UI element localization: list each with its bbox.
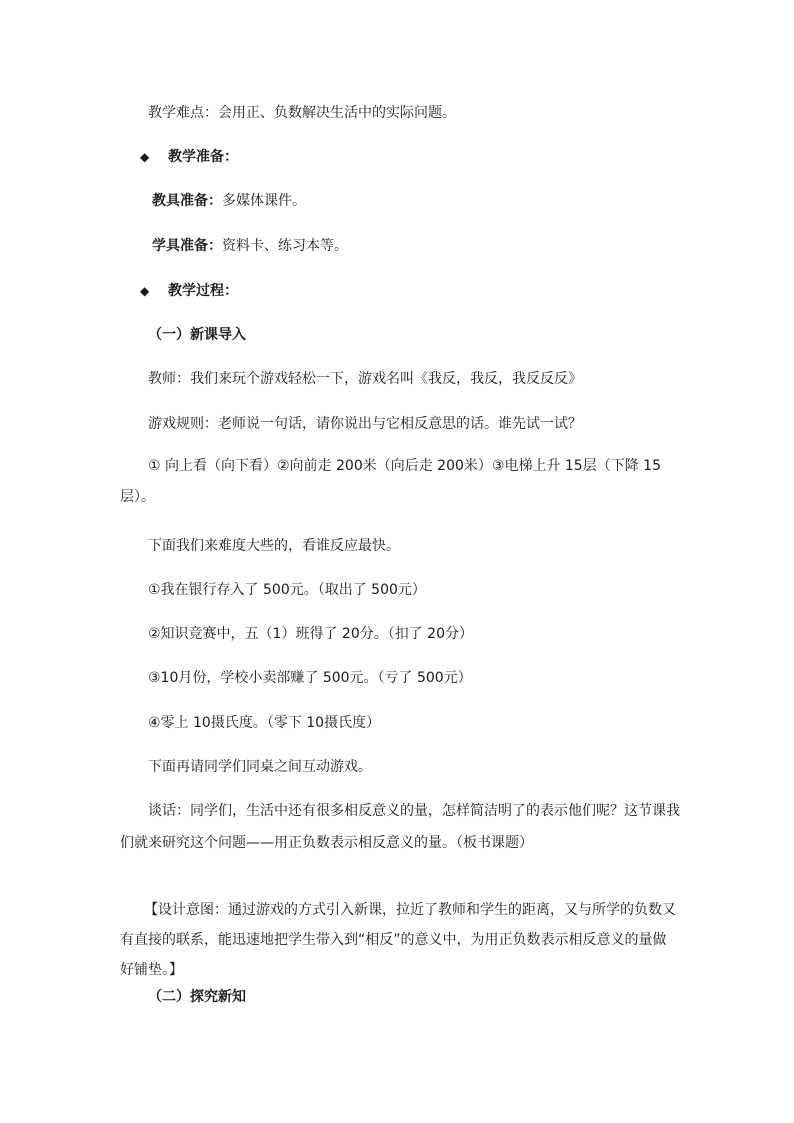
teacher-tools-text: 多媒体课件。: [222, 193, 306, 209]
list-item: ①我在银行存入了 500元。（取出了 500元）: [148, 582, 426, 598]
design-intent: 【设计意图：通过游戏的方式引入新课，拉近了教师和学生的距离，又与所学的负数又有直接的联系，能迅速地把学生带入到“相反”的意义中，为用正负数表示相反意义的量做好铺垫。】: [120, 902, 676, 978]
prep-heading-text: 教学准备：: [168, 149, 238, 165]
teacher-tools-label: 教具准备：: [152, 193, 222, 209]
pair-game: 下面再请同学们同桌之间互动游戏。: [148, 759, 372, 775]
teacher-line: 教师：我们来玩个游戏轻松一下，游戏名叫《我反，我反，我反反反》: [148, 371, 582, 387]
student-tools-text: 资料卡、练习本等。: [222, 238, 348, 254]
prep-heading: [140, 147, 238, 167]
process-heading: [140, 281, 238, 301]
teacher-tools: [152, 191, 306, 211]
diamond-bullet-icon: ◆: [140, 150, 150, 164]
list-item: ④零上 10摄氏度。（零下 10摄氏度）: [148, 715, 381, 731]
game-examples: ① 向上看（向下看）②向前走 200米（向后走 200米）③电梯上升 15层（下降 15层）。: [120, 458, 661, 505]
student-tools-label: 学具准备：: [152, 238, 222, 254]
student-tools: [152, 236, 348, 256]
diamond-bullet-icon: ◆: [140, 284, 150, 298]
game-rule: 游戏规则：老师说一句话，请你说出与它相反意思的话。谁先试一试？: [148, 416, 582, 432]
harder-intro: 下面我们来难度大些的，看谁反应最快。: [148, 538, 400, 554]
process-heading-text: 教学过程：: [168, 283, 238, 299]
teaching-difficulty: 教学难点：会用正、负数解决生活中的实际问题。: [148, 105, 456, 121]
list-item: ③10月份，学校小卖部赚了 500元。（亏了 500元）: [148, 670, 472, 686]
list-item: ②知识竞赛中，五（1）班得了 20分。（扣了 20分）: [148, 626, 473, 642]
section2-heading: （二）探究新知: [148, 989, 246, 1005]
talk-paragraph: 谈话：同学们，生活中还有很多相反意义的量，怎样简洁明了的表示他们呢？这节课我们就来研究这个问题——用正负数表示相反意义的量。（板书课题）: [120, 803, 680, 851]
section1-heading: （一）新课导入: [148, 327, 246, 343]
